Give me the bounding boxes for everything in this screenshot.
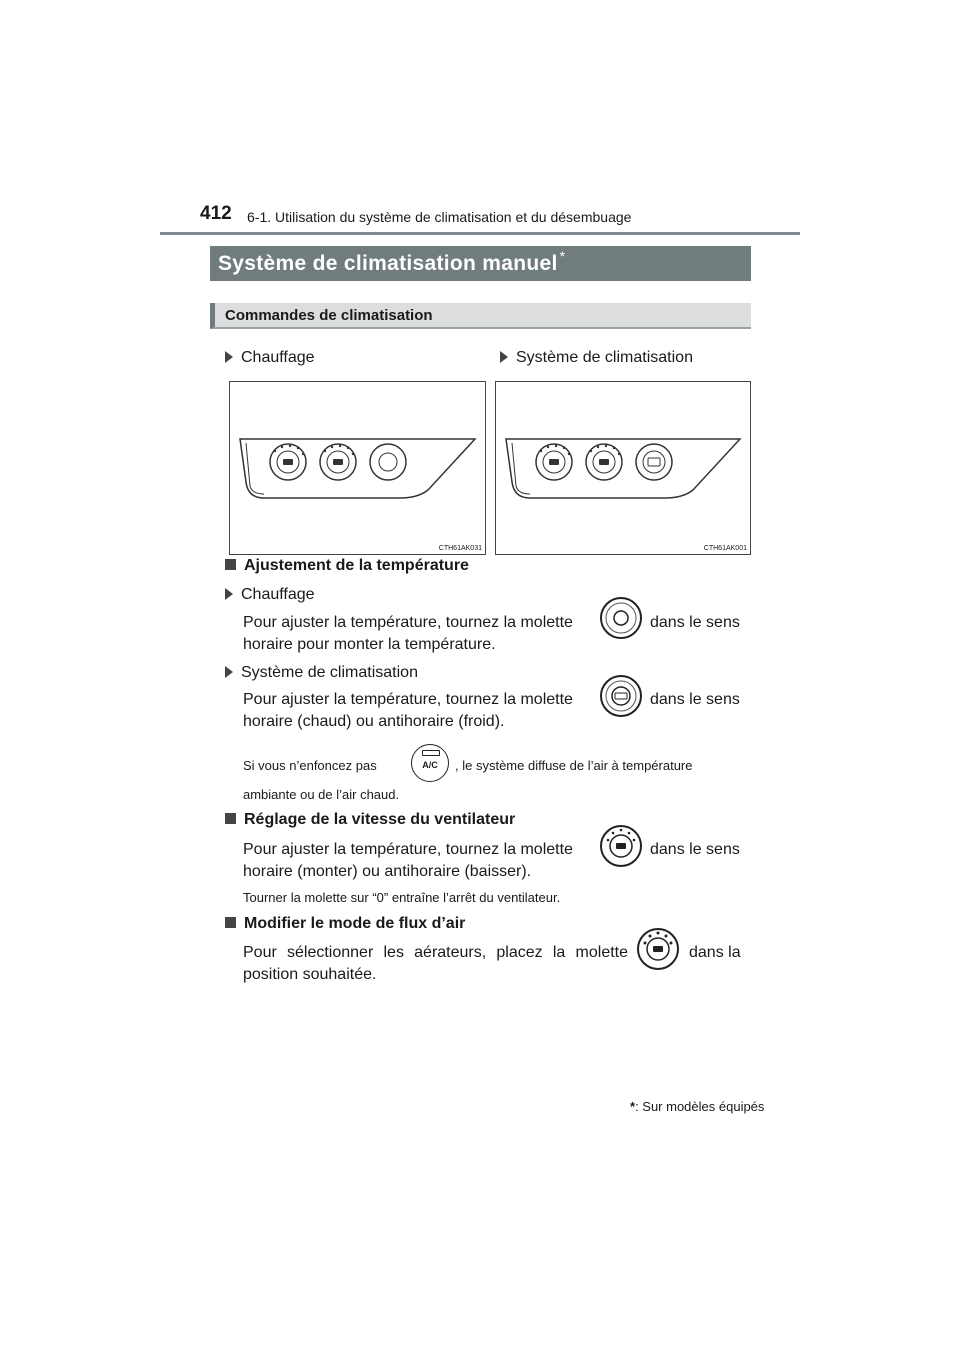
ac-text-line1: Pour ajuster la température, tournez la molette [243, 691, 573, 708]
ac-button-label: A/C [422, 760, 438, 770]
mode-dial-icon [270, 444, 306, 480]
subsection-title: Commandes de climatisation [210, 303, 751, 329]
section-title [210, 246, 751, 281]
ac-button-icon [411, 744, 449, 782]
arrow-icon [225, 351, 233, 363]
ac-temperature-knob-icon [599, 674, 643, 718]
figure-right-code: CTH61AK001 [703, 545, 747, 552]
heater-text-line2: horaire pour monter la température. [243, 636, 496, 653]
figure-ac-panel [495, 381, 751, 555]
chapter-title: 6-1. Utilisation du système de climatisation et du désembuage [247, 209, 632, 225]
heater-panel-illustration [230, 382, 485, 554]
ac-note-line1-start: Si vous n’enfoncez pas [243, 758, 377, 773]
fan-dial-icon [320, 444, 356, 480]
footnote-mark: * [630, 1099, 636, 1114]
fan-knob-icon [599, 824, 643, 868]
airflow-text-line2: position souhaitée. [243, 966, 377, 983]
airflow-text-line1: Pour sélectionner les aérateurs, placez la molette [243, 944, 628, 961]
ac-note-line1-end: , le système diffuse de l’air à température [455, 758, 693, 773]
fan-text-line1-end: dans le sens [650, 841, 740, 858]
figure-right-caption: Système de climatisation [500, 349, 693, 367]
bullet-square-icon [225, 813, 236, 824]
temperature-heading: Ajustement de la température [225, 557, 469, 575]
figure-left-caption: Chauffage [225, 349, 315, 367]
arrow-icon [225, 588, 233, 600]
ac-label: Système de climatisation [225, 661, 418, 684]
bullet-square-icon [225, 917, 236, 928]
heater-text-line1-end: dans le sens [650, 614, 740, 631]
ac-text-line1-end: dans le sens [650, 691, 740, 708]
footnote: *: Sur modèles équipés [630, 1099, 765, 1114]
bullet-square-icon [225, 559, 236, 570]
arrow-icon [225, 666, 233, 678]
ac-temperature-dial-icon [636, 444, 672, 480]
fan-note: Tourner la molette sur “0” entraîne l’arrêt du ventilateur. [243, 890, 561, 905]
temperature-knob-icon [599, 596, 643, 640]
airflow-mode-heading: Modifier le mode de flux d’air [225, 915, 465, 933]
header-rule [160, 232, 800, 235]
figure-heater-panel [229, 381, 486, 555]
fan-dial-icon [586, 444, 622, 480]
ac-indicator-icon [422, 750, 440, 756]
temperature-dial-icon [370, 444, 406, 480]
equipped-mark: * [559, 248, 566, 264]
mode-dial-icon [536, 444, 572, 480]
heater-text-line1: Pour ajuster la température, tournez la molette [243, 614, 573, 631]
heater-label: Chauffage [225, 583, 315, 606]
mode-knob-icon [636, 927, 680, 971]
fan-text-line2: horaire (monter) ou antihoraire (baisser). [243, 863, 532, 880]
ac-panel-illustration [496, 382, 750, 554]
page-number: 412 [200, 203, 232, 224]
ac-note-line2: ambiante ou de l’air chaud. [243, 787, 400, 802]
fan-text-line1: Pour ajuster la température, tournez la molette [243, 841, 573, 858]
fan-heading: Réglage de la vitesse du ventilateur [225, 811, 515, 829]
ac-text-line2: horaire (chaud) ou antihoraire (froid). [243, 713, 505, 730]
section-title-text: Système de climatisation manuel [218, 252, 558, 275]
figure-left-code: CTH61AK031 [438, 545, 482, 552]
airflow-text-line1-end: dans la [689, 944, 741, 961]
arrow-icon [500, 351, 508, 363]
